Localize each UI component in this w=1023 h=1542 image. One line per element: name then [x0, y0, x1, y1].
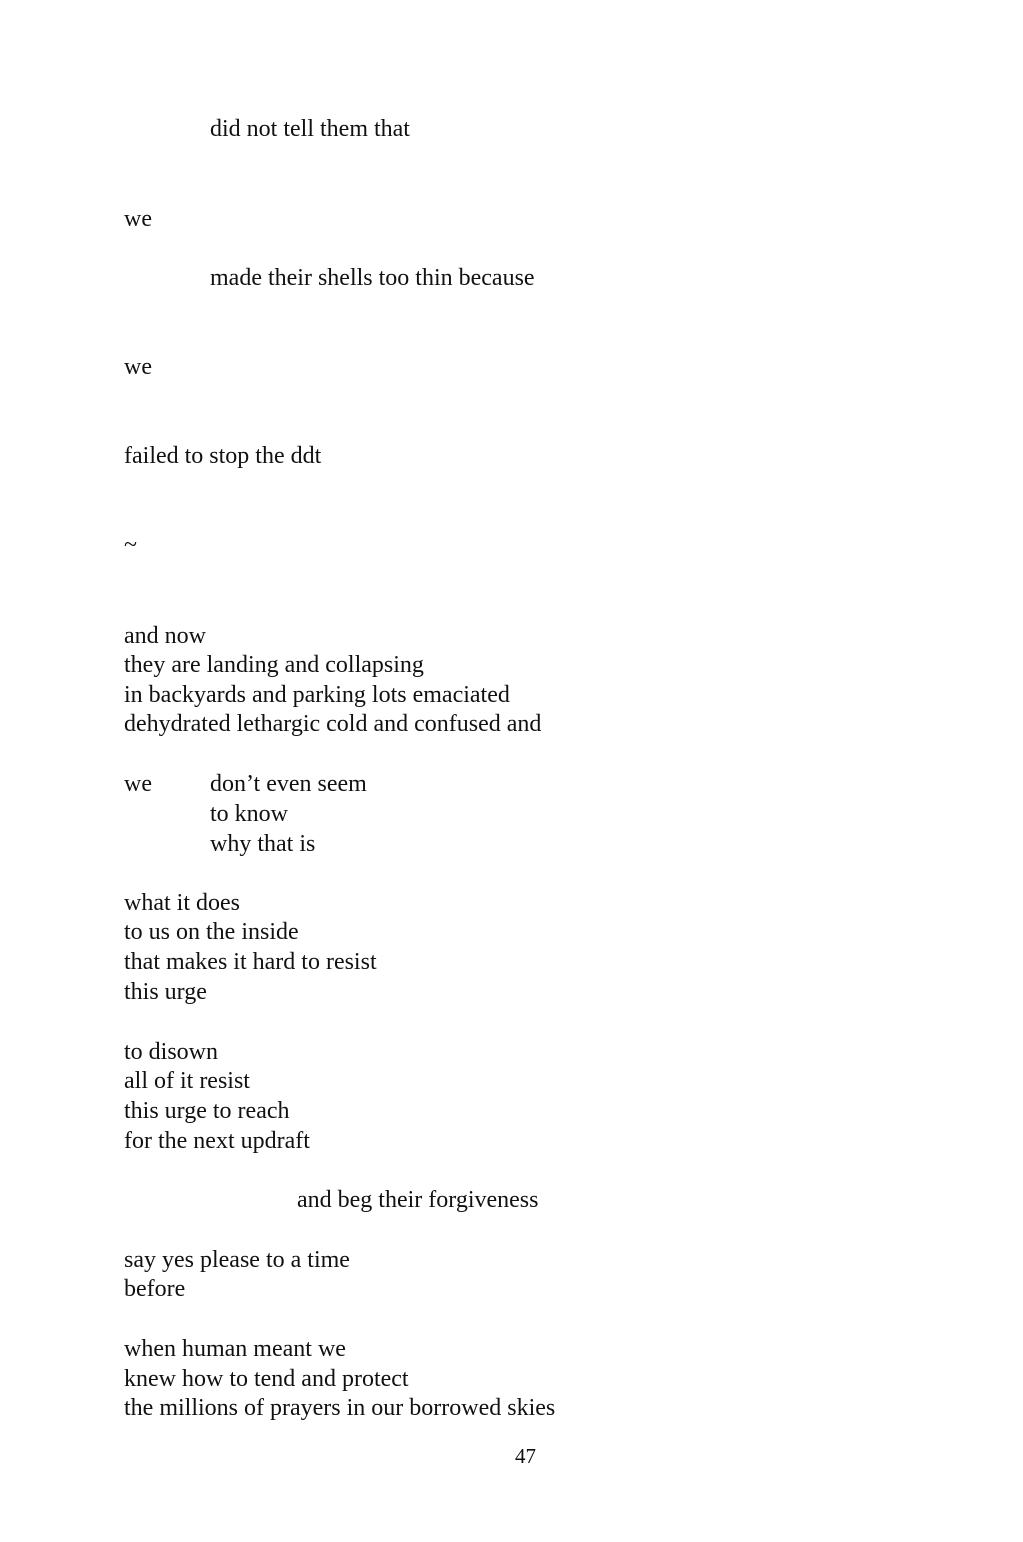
poem-line: we — [124, 206, 152, 232]
poem-line: this urge — [124, 979, 207, 1005]
poem-line: to know — [210, 801, 288, 827]
poem-line: they are landing and collapsing — [124, 652, 424, 678]
poem-line: that makes it hard to resist — [124, 949, 377, 975]
poem-line: the millions of prayers in our borrowed skies — [124, 1395, 556, 1421]
poem-line: made their shells too thin because — [210, 265, 535, 291]
poem-line: we — [124, 354, 152, 380]
poem-line: this urge to reach — [124, 1098, 290, 1124]
page-number: 47 — [515, 1444, 536, 1468]
poem-line: and now — [124, 623, 206, 649]
poem-line: in backyards and parking lots emaciated — [124, 682, 510, 708]
section-break-tilde: ~ — [124, 532, 137, 558]
poem-line: did not tell them that — [210, 116, 410, 142]
poem-line: to disown — [124, 1039, 219, 1065]
poem-line: we — [124, 771, 152, 797]
poem-line: why that is — [210, 831, 316, 857]
poem-line: to us on the inside — [124, 919, 299, 945]
poem-line: all of it resist — [124, 1068, 250, 1094]
poem-line: for the next updraft — [124, 1128, 310, 1154]
poem-line: and beg their forgiveness — [297, 1187, 539, 1213]
poem-line: before — [124, 1276, 186, 1302]
poem-line: failed to stop the ddt — [124, 443, 322, 469]
poem-line: don’t even seem — [210, 771, 367, 797]
poem-line: knew how to tend and protect — [124, 1366, 409, 1392]
poem-line: say yes please to a time — [124, 1247, 350, 1273]
poem-line: dehydrated lethargic cold and confused and — [124, 711, 542, 737]
poem-line: what it does — [124, 890, 240, 916]
poem-line: when human meant we — [124, 1336, 346, 1362]
